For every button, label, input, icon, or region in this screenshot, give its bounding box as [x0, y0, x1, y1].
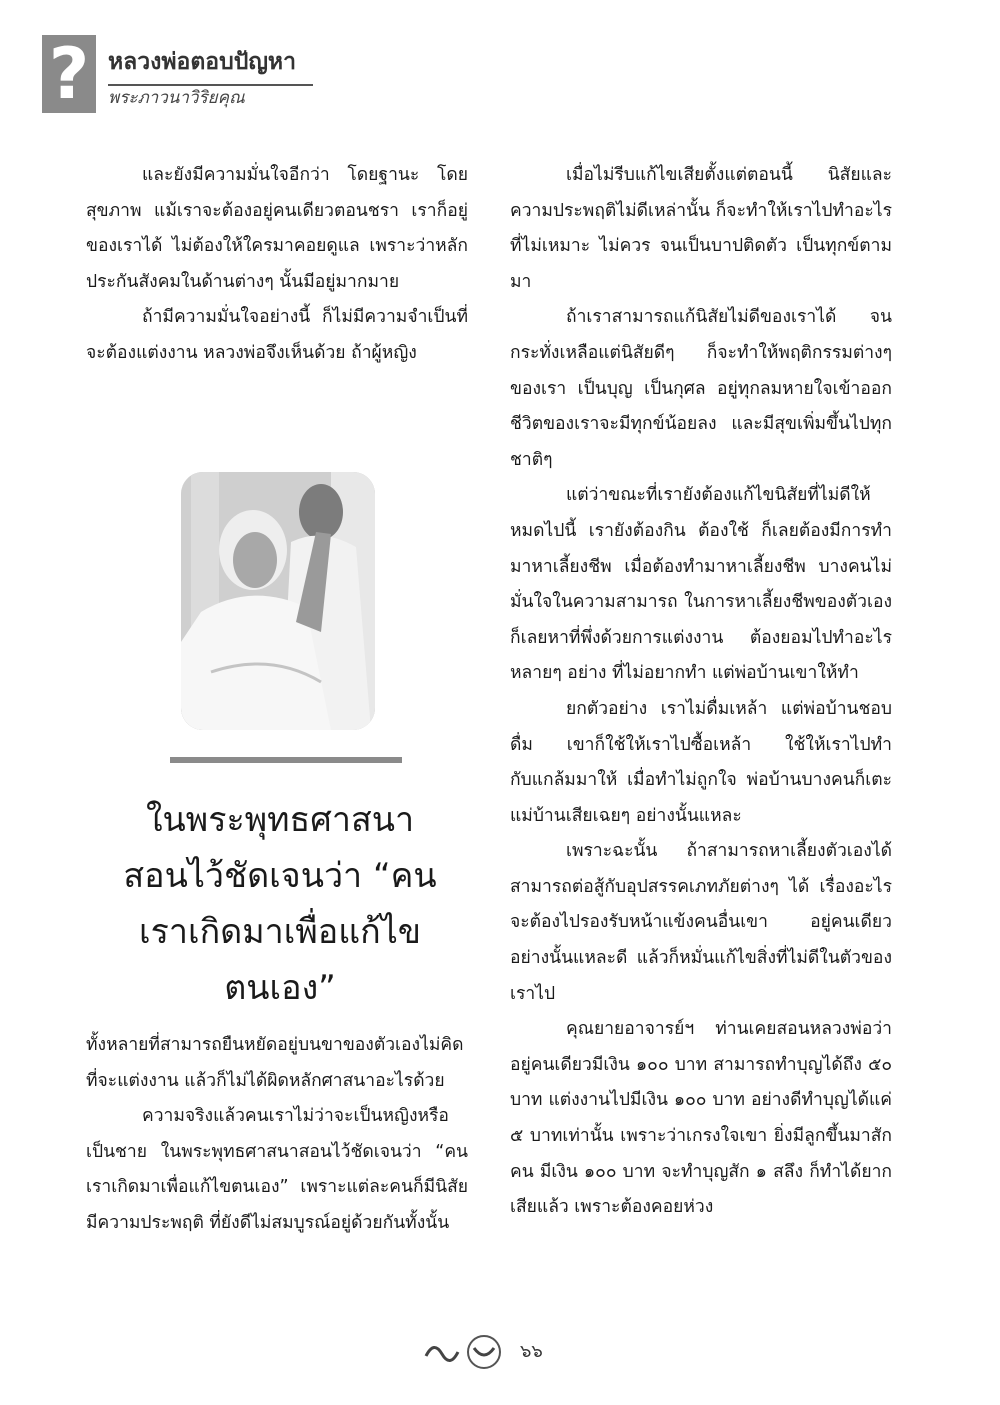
section-title: หลวงพ่อตอบปัญหา — [108, 44, 313, 86]
paragraph: คุณยายอาจารย์ฯ ท่านเคยสอนหลวงพ่อว่า อยู่คนเดียวมีเงิน ๑๐๐ บาท สามารถทำบุญได้ถึง ๕๐ บาท แต่งงานไปมีเงิน ๑๐๐ บาท อย่างดีทำบุญได้แค่ ๕ บาทเท่านั้น เพราะว่าเกรงใจเขา ยิ่งมีลูกขึ้นมาสักคน มีเงิน ๑๐๐ บาท จะทำบุญสัก ๑ สลึง ก็ทำได้ยากเสียแล้ว เพราะต้องคอยห่วง — [510, 1019, 892, 1218]
right-column — [510, 158, 892, 1226]
left-column-bottom — [86, 1028, 468, 1242]
page-footer — [420, 1332, 580, 1372]
paragraph: ความจริงแล้วคนเราไม่ว่าจะเป็นหญิงหรือเป็นชาย ในพระพุทธศาสนาสอนไว้ชัดเจนว่า “คนเราเกิดมาเพื่อแก้ไขตนเอง” เพราะแต่ละคนก็มีนิสัย มีความประพฤติ ที่ยังดีไม่สมบูรณ์อยู่ด้วยกันทั้งนั้น — [86, 1106, 468, 1233]
paragraph: ยกตัวอย่าง เราไม่ดื่มเหล้า แต่พ่อบ้านชอบดื่ม เขาก็ใช้ให้เราไปซื้อเหล้า ใช้ให้เราไปทำกับแกล้มมาให้ เมื่อทำไม่ถูกใจ พ่อบ้านบางคนก็เตะแม่บ้านเสียเฉยๆ อย่างนั้นแหละ — [510, 698, 892, 826]
photo-illustration — [181, 472, 375, 730]
paragraph: เพราะฉะนั้น ถ้าสามารถหาเลี้ยงตัวเองได้ สามารถต่อสู้กับอุปสรรคเภทภัยต่างๆ ได้ เรื่องอะไรจะต้องไปรองรับหน้าแข้งคนอื่นเขา อยู่คนเดียวอย่างนั้นแหละดี แล้วก็หมั่นแก้ไขสิ่งที่ไม่ดีในตัวของเราไป — [510, 841, 892, 1004]
paragraph: แต่ว่าขณะที่เรายังต้องแก้ไขนิสัยที่ไม่ดีให้หมดไปนี้ เรายังต้องกิน ต้องใช้ ก็เลยต้องมีการทำมาหาเลี้ยงชีพ เมื่อต้องทำมาหาเลี้ยงชีพ บางคนไม่มั่นใจในความสามารถ ในการหาเลี้ยงชีพของตัวเอง ก็เลยหาที่พึ่งด้วยการแต่งงาน ต้องยอมไปทำอะไรหลายๆ อย่าง ที่ไม่อยากทำ แต่พ่อบ้านเขาให้ทำ — [510, 485, 892, 684]
left-column-top — [86, 158, 468, 372]
page-number: ๖๖ — [520, 1341, 543, 1362]
paragraph: และยังมีความมั่นใจอีกว่า โดยฐานะ โดยสุขภาพ แม้เราจะต้องอยู่คนเดียวตอนชรา เราก็อยู่ของเราได้ ไม่ต้องให้ใครมาคอยดูแล เพราะว่าหลักประกันสังคมในด้านต่างๆ นั้นมีอยู่มากมาย — [86, 165, 468, 292]
paragraph: เมื่อไม่รีบแก้ไขเสียตั้งแต่ตอนนี้ นิสัยและความประพฤติไม่ดีเหล่านั้น ก็จะทำให้เราไปทำอะไรที่ไม่เหมาะ ไม่ควร จนเป็นบาปติดตัว เป็นทุกข์ตามมา — [510, 165, 892, 292]
question-mark-icon: ? — [42, 35, 96, 113]
paragraph: ถ้ามีความมั่นใจอย่างนี้ ก็ไม่มีความจำเป็นที่จะต้องแต่งงาน หลวงพ่อจึงเห็นด้วย ถ้าผู้หญิง — [86, 307, 468, 363]
paragraph: ทั้งหลายที่สามารถยืนหยัดอยู่บนขาของตัวเองไม่คิดที่จะแต่งงาน แล้วก็ไม่ได้ผิดหลักศาสนาอะไรด้วย — [86, 1035, 464, 1091]
author-name: พระภาวนาวิริยคุณ — [108, 88, 245, 108]
paragraph: ถ้าเราสามารถแก้นิสัยไม่ดีของเราได้ จนกระทั่งเหลือแต่นิสัยดีๆ ก็จะทำให้พฤติกรรมต่างๆ ของเรา เป็นบุญ เป็นกุศล อยู่ทุกลมหายใจเข้าออก ชีวิตของเราจะมีทุกข์น้อยลง และมีสุขเพิ่มขึ้นไปทุกชาติๆ — [510, 307, 892, 470]
photo-elderly-woman-exercise — [181, 472, 375, 730]
separator-bar — [170, 757, 402, 763]
pull-quote: ในพระพุทธศาสนาสอนไว้ชัดเจนว่า “คนเราเกิดมาเพื่อแก้ไขตนเอง” — [123, 800, 437, 1008]
magazine-logo — [420, 1332, 516, 1372]
